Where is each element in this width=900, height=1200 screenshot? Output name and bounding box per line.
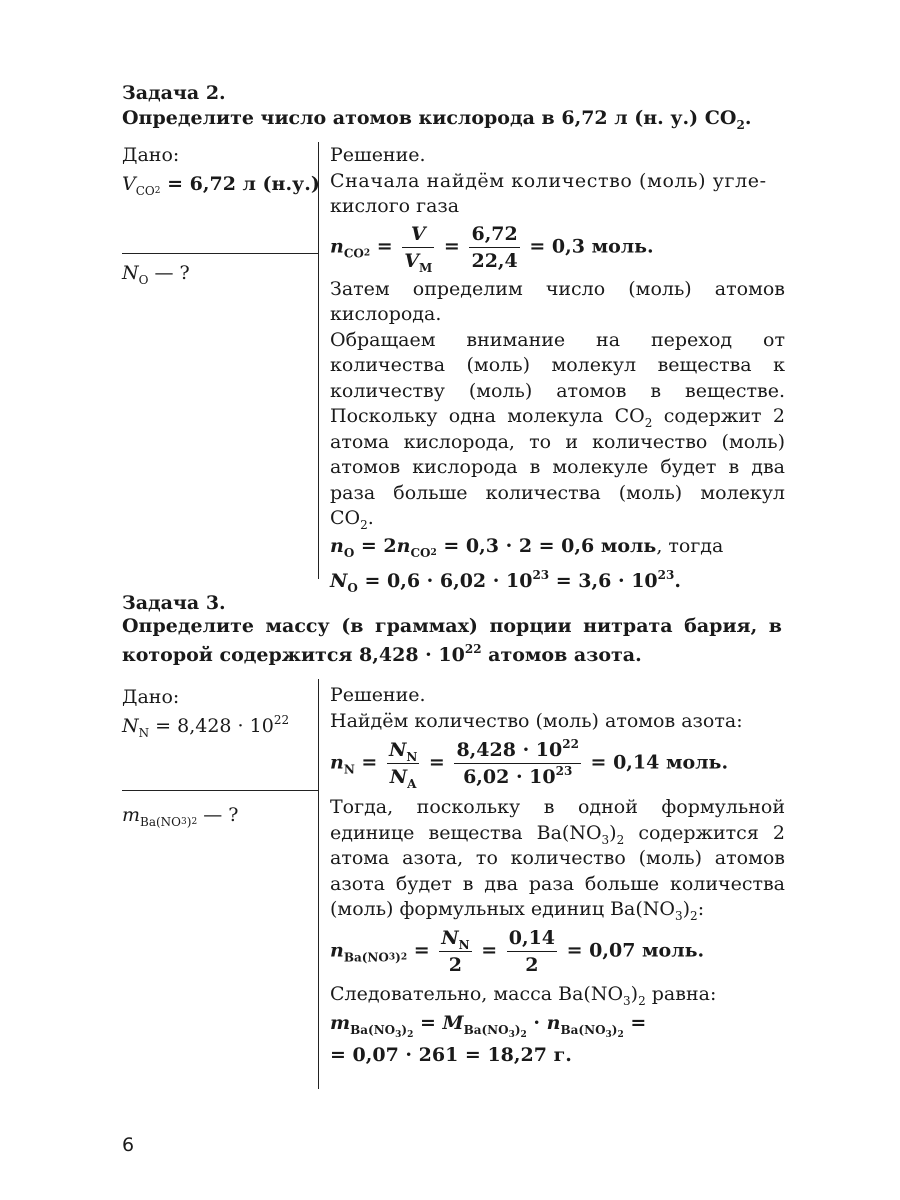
task3-solution-line1: Найдём количество (моль) атомов азота:: [330, 709, 743, 732]
task2-formula-oxygen-moles: $n_O = 2n_{CO}2 = 0,3 \cdot 2 = 0,6$ моль, тогда: [330, 534, 724, 560]
task2-given: [122, 141, 322, 199]
task3-formula-mass: $m_{Ba(NO_3)_2} = M_{Ba(NO_3)_2} \cdot n_{Ba(NO_3)_2}$ =: [330, 1012, 647, 1040]
task2-given-label: Дано:: [122, 144, 180, 166]
task2-table-vertical-divider: [318, 142, 319, 579]
task2-formula-oxygen-atoms: $N_O = 0,6 \cdot 6,02 \cdot 10^{23} = 3,6 \cdot 10^{23}$.: [330, 568, 681, 595]
task3-formula-nitrogen-moles: $n_N$ = $\frac{N_N}{N_A}$ = $\frac{8,428 \cdot 10^{22}}{6,02 \cdot 10^{23}}$ = 0,14 моль.: [330, 737, 729, 791]
task3-given: [122, 683, 322, 741]
task3-solution-para2: Тогда, поскольку в одной формульной единице вещества $Ba(NO_3)_2$ содержится 2 атома азота, то количество (моль) атомов азота будет в два раза больше количества (моль) формульных единиц $Ba(NO_3)_2$:: [330, 796, 785, 923]
task2-table-horizontal-divider: [122, 253, 318, 254]
task3-given-label: Дано:: [122, 686, 180, 708]
task3-title: Задача 3.: [122, 592, 226, 614]
task3-solution-para3: Следовательно, масса $Ba(NO_3)_2$ равна:: [330, 982, 717, 1008]
task3-statement: Определите массу (в граммах) порции нитрата бария, в которой содержится $8,428 \cdot 10^{22}$ атомов азота.: [122, 615, 782, 666]
task2-given-volume: $V_{CO}2 = 6,72$ л (н.у.): [122, 173, 320, 198]
task2-solution: [330, 143, 785, 595]
task3-formula-barium-nitrate-moles: $n_{Ba(NO}3_)2$ = $\frac{N_N}{2}$ = $\frac{0,14}{2}$ = 0,07 моль.: [330, 926, 705, 976]
task3-find: $m_{Ba(NO}3_)2$ — ?: [122, 804, 239, 829]
task2-solution-para3: Обращаем внимание на переход от количества (моль) молекул вещества к количеству (моль) атомов в веществе. Поскольку одна молекула $CO_2$ содержит 2 атома кислорода, то и количество (моль) атомов кислорода в молекуле будет в два раза больше количества (моль) молекул $CO_2$.: [330, 328, 785, 532]
task3-formula-mass-result: = 0,07 · 261 = 18,27 г.: [330, 1043, 572, 1066]
page-number: 6: [122, 1134, 135, 1156]
task2-solution-line1: Сначала найдём количество (моль) угле-: [330, 169, 767, 192]
task3-given-atoms: $N_N = 8,428 \cdot 10^{22}$: [122, 713, 290, 740]
task2-title: Задача 2.: [122, 82, 226, 104]
task3-solution: [330, 683, 785, 1068]
task3-solution-label: Решение.: [330, 684, 426, 706]
task3-table-horizontal-divider: [122, 790, 318, 791]
task2-solution-para2: Затем определим число (моль) атомов кислорода.: [330, 277, 785, 325]
task2-solution-label: Решение.: [330, 144, 426, 166]
task2-formula-amount: $n_{CO}2$ = $\frac{V}{V_M}$ = $\frac{6,72}{22,4}$ = 0,3 моль.: [330, 222, 654, 275]
task2-solution-line2: кислого газа: [330, 195, 460, 217]
task2-find: $N_O$ — ?: [122, 262, 190, 287]
task2-statement: Определите число атомов кислорода в 6,72 л (н. у.) $CO_2$.: [122, 107, 752, 132]
